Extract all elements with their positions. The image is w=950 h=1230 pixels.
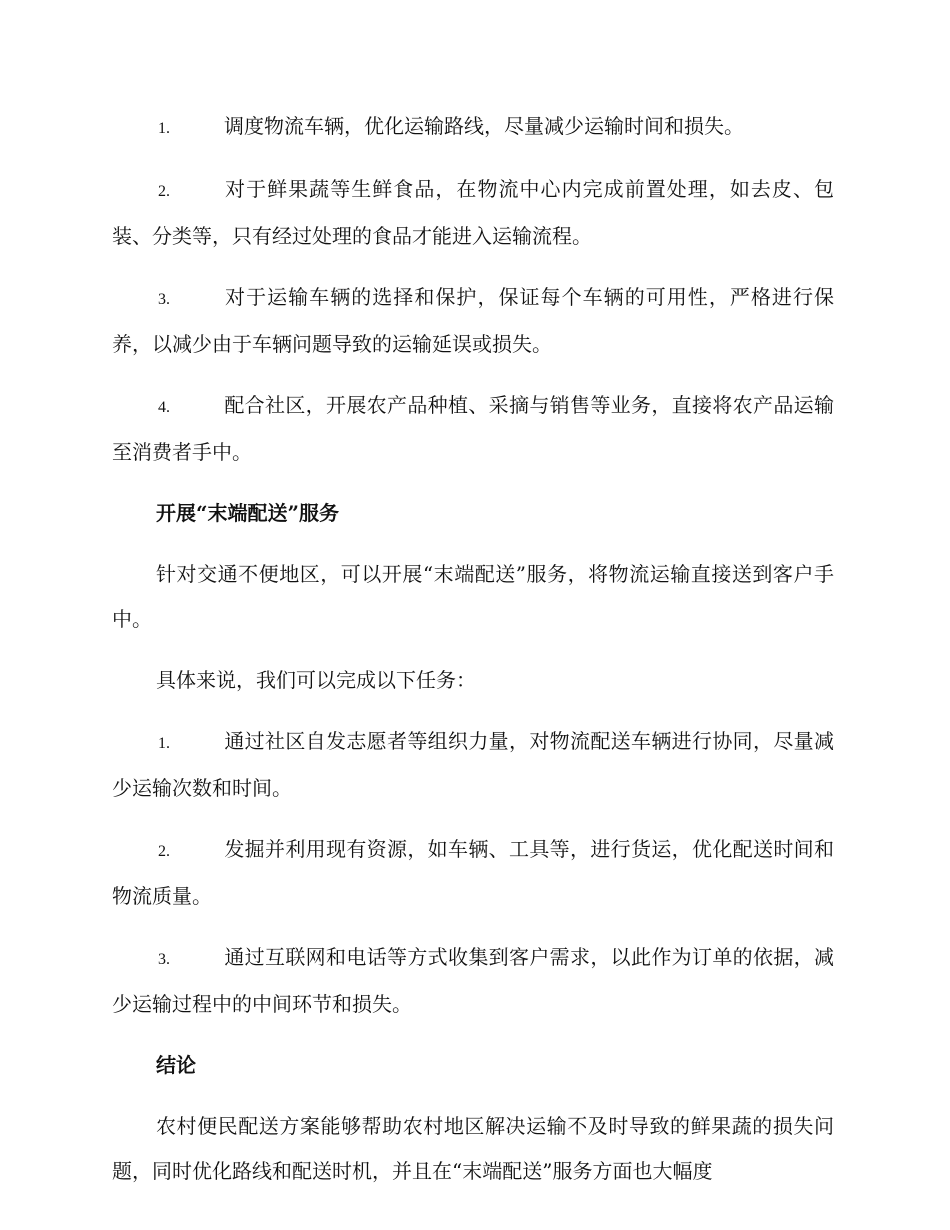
section-heading-last-mile: 开展“末端配送”服务 — [156, 501, 340, 525]
list-number: 2. — [158, 183, 170, 200]
section-lead-paragraph: 具体来说，我们可以完成以下任务： — [156, 668, 476, 692]
list-number: 3. — [158, 291, 170, 308]
list-item-text: 调度物流车辆，优化运输路线，尽量减少运输时间和损失。 — [224, 114, 744, 138]
list-item — [112, 827, 834, 919]
conclusion-paragraph: 农村便民配送方案能够帮助农村地区解决运输不及时导致的鲜果蔬的损失问题，同时优化路线和配送时机，并且在“末端配送”服务方面也大幅度 — [112, 1114, 834, 1183]
list-number: 4. — [158, 399, 170, 416]
list-item-text: 通过社区自发志愿者等组织力量，对物流配送车辆进行协同，尽量减少运输次数和时间。 — [112, 729, 834, 800]
list-item — [112, 167, 834, 259]
list-item — [112, 383, 834, 475]
list-number: 1. — [158, 735, 170, 752]
section-heading-conclusion: 结论 — [156, 1053, 196, 1077]
list-item-text: 对于鲜果蔬等生鲜食品，在物流中心内完成前置处理，如去皮、包装、分类等，只有经过处理的食品才能进入运输流程。 — [112, 177, 834, 248]
section-intro-paragraph: 针对交通不便地区，可以开展“末端配送”服务，将物流运输直接送到客户手中。 — [112, 562, 834, 631]
document-page — [112, 104, 834, 1210]
list-number: 2. — [158, 843, 170, 860]
list-item-text: 通过互联网和电话等方式收集到客户需求，以此作为订单的依据，减少运输过程中的中间环节和损失。 — [112, 945, 834, 1016]
list-item — [112, 275, 834, 367]
list-item-text: 对于运输车辆的选择和保护，保证每个车辆的可用性，严格进行保养，以减少由于车辆问题导致的运输延误或损失。 — [112, 285, 834, 356]
list-item-text: 发掘并利用现有资源，如车辆、工具等，进行货运，优化配送时间和物流质量。 — [112, 837, 834, 908]
list-item-text: 配合社区，开展农产品种植、采摘与销售等业务，直接将农产品运输至消费者手中。 — [112, 393, 834, 464]
list-number: 3. — [158, 951, 170, 968]
list-item — [112, 104, 834, 151]
list-item — [112, 935, 834, 1027]
list-number: 1. — [158, 120, 170, 137]
list-item — [112, 719, 834, 811]
